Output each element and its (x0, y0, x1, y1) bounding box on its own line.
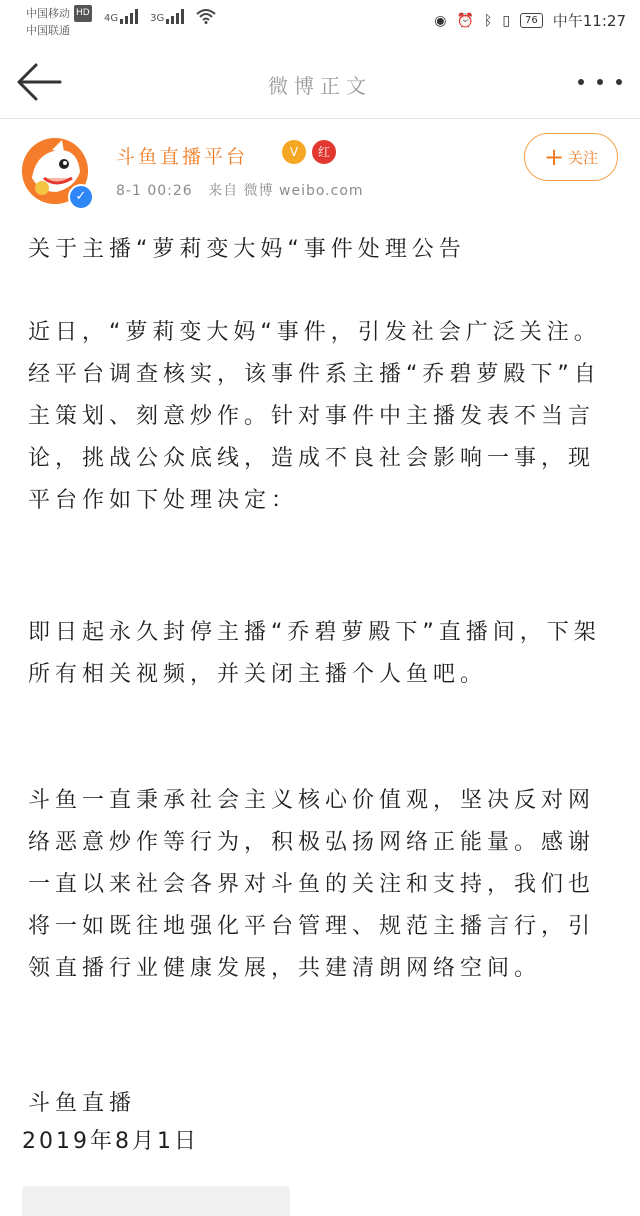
page-title: 微博正文 (268, 74, 372, 98)
more-dot (597, 79, 603, 85)
clock-time: 中午11:27 (552, 12, 626, 30)
more-dot (578, 79, 584, 85)
status-bar (0, 0, 640, 46)
post-paragraph-2: 即日起永久封停主播“乔碧萝殿下”直播间，下架所有相关视频，并关闭主播个人鱼吧。 (28, 620, 601, 687)
vibrate-icon: ▯ (502, 12, 511, 29)
more-dot (616, 79, 622, 85)
post-source: 微博 weibo.com (243, 183, 364, 199)
post-meta (116, 180, 364, 200)
red-badge-icon[interactable]: 红 (312, 140, 336, 164)
alarm-icon: ⏰ (456, 12, 474, 29)
post-date: 2019年8月1日 (22, 1129, 199, 1154)
network-4g-label: 4G (104, 13, 119, 24)
plus-icon: + (543, 143, 565, 171)
post-title: 关于主播“萝莉变大妈“事件处理公告 (28, 237, 466, 262)
network-3g-label: 3G (150, 13, 165, 24)
carrier-1: 中国移动 (26, 7, 70, 20)
author-name[interactable]: 斗鱼直播平台 (116, 146, 249, 168)
battery-icon: 76 (520, 13, 543, 28)
post-time: 8-1 00:26 (116, 183, 193, 199)
source-prefix: 来自 (208, 183, 239, 199)
carrier-info (26, 5, 92, 39)
post-paragraph-3: 斗鱼一直秉承社会主义核心价值观，坚决反对网络恶意炒作等行为，积极弘扬网络正能量。感谢一直以来社会各界对斗鱼的关注和支持，我们也将一如既往地强化平台管理、规范主播言行，引领直播行业健康发展，共建清朗网络空间。 (28, 788, 596, 981)
carrier-2: 中国联通 (26, 24, 70, 37)
verified-icon: ✓ (68, 184, 94, 210)
network-indicators (104, 8, 216, 24)
bluetooth-icon: ᛒ (483, 12, 493, 29)
nav-bar (0, 46, 640, 119)
crown-badge-icon[interactable]: V (282, 140, 306, 164)
wifi-icon (196, 8, 216, 24)
eye-icon: ◉ (434, 12, 447, 29)
signal-icon-2 (166, 8, 184, 24)
bottom-bar-partial (22, 1186, 290, 1216)
system-icons (434, 10, 626, 31)
hd-icon: HD (74, 5, 92, 22)
signal-icon (120, 8, 138, 24)
author-badges (282, 140, 336, 164)
post-signature: 斗鱼直播 (28, 1091, 137, 1116)
follow-label: 关注 (568, 148, 599, 167)
post-paragraph-1: 近日，“萝莉变大妈“事件，引发社会广泛关注。经平台调查核实，该事件系主播“乔碧萝殿下”自主策划、刻意炒作。针对事件中主播发表不当言论，挑战公众底线，造成不良社会影响一事，现平台作如下处理决定： (28, 320, 601, 513)
more-button[interactable] (578, 72, 622, 92)
follow-button[interactable] (524, 133, 618, 181)
